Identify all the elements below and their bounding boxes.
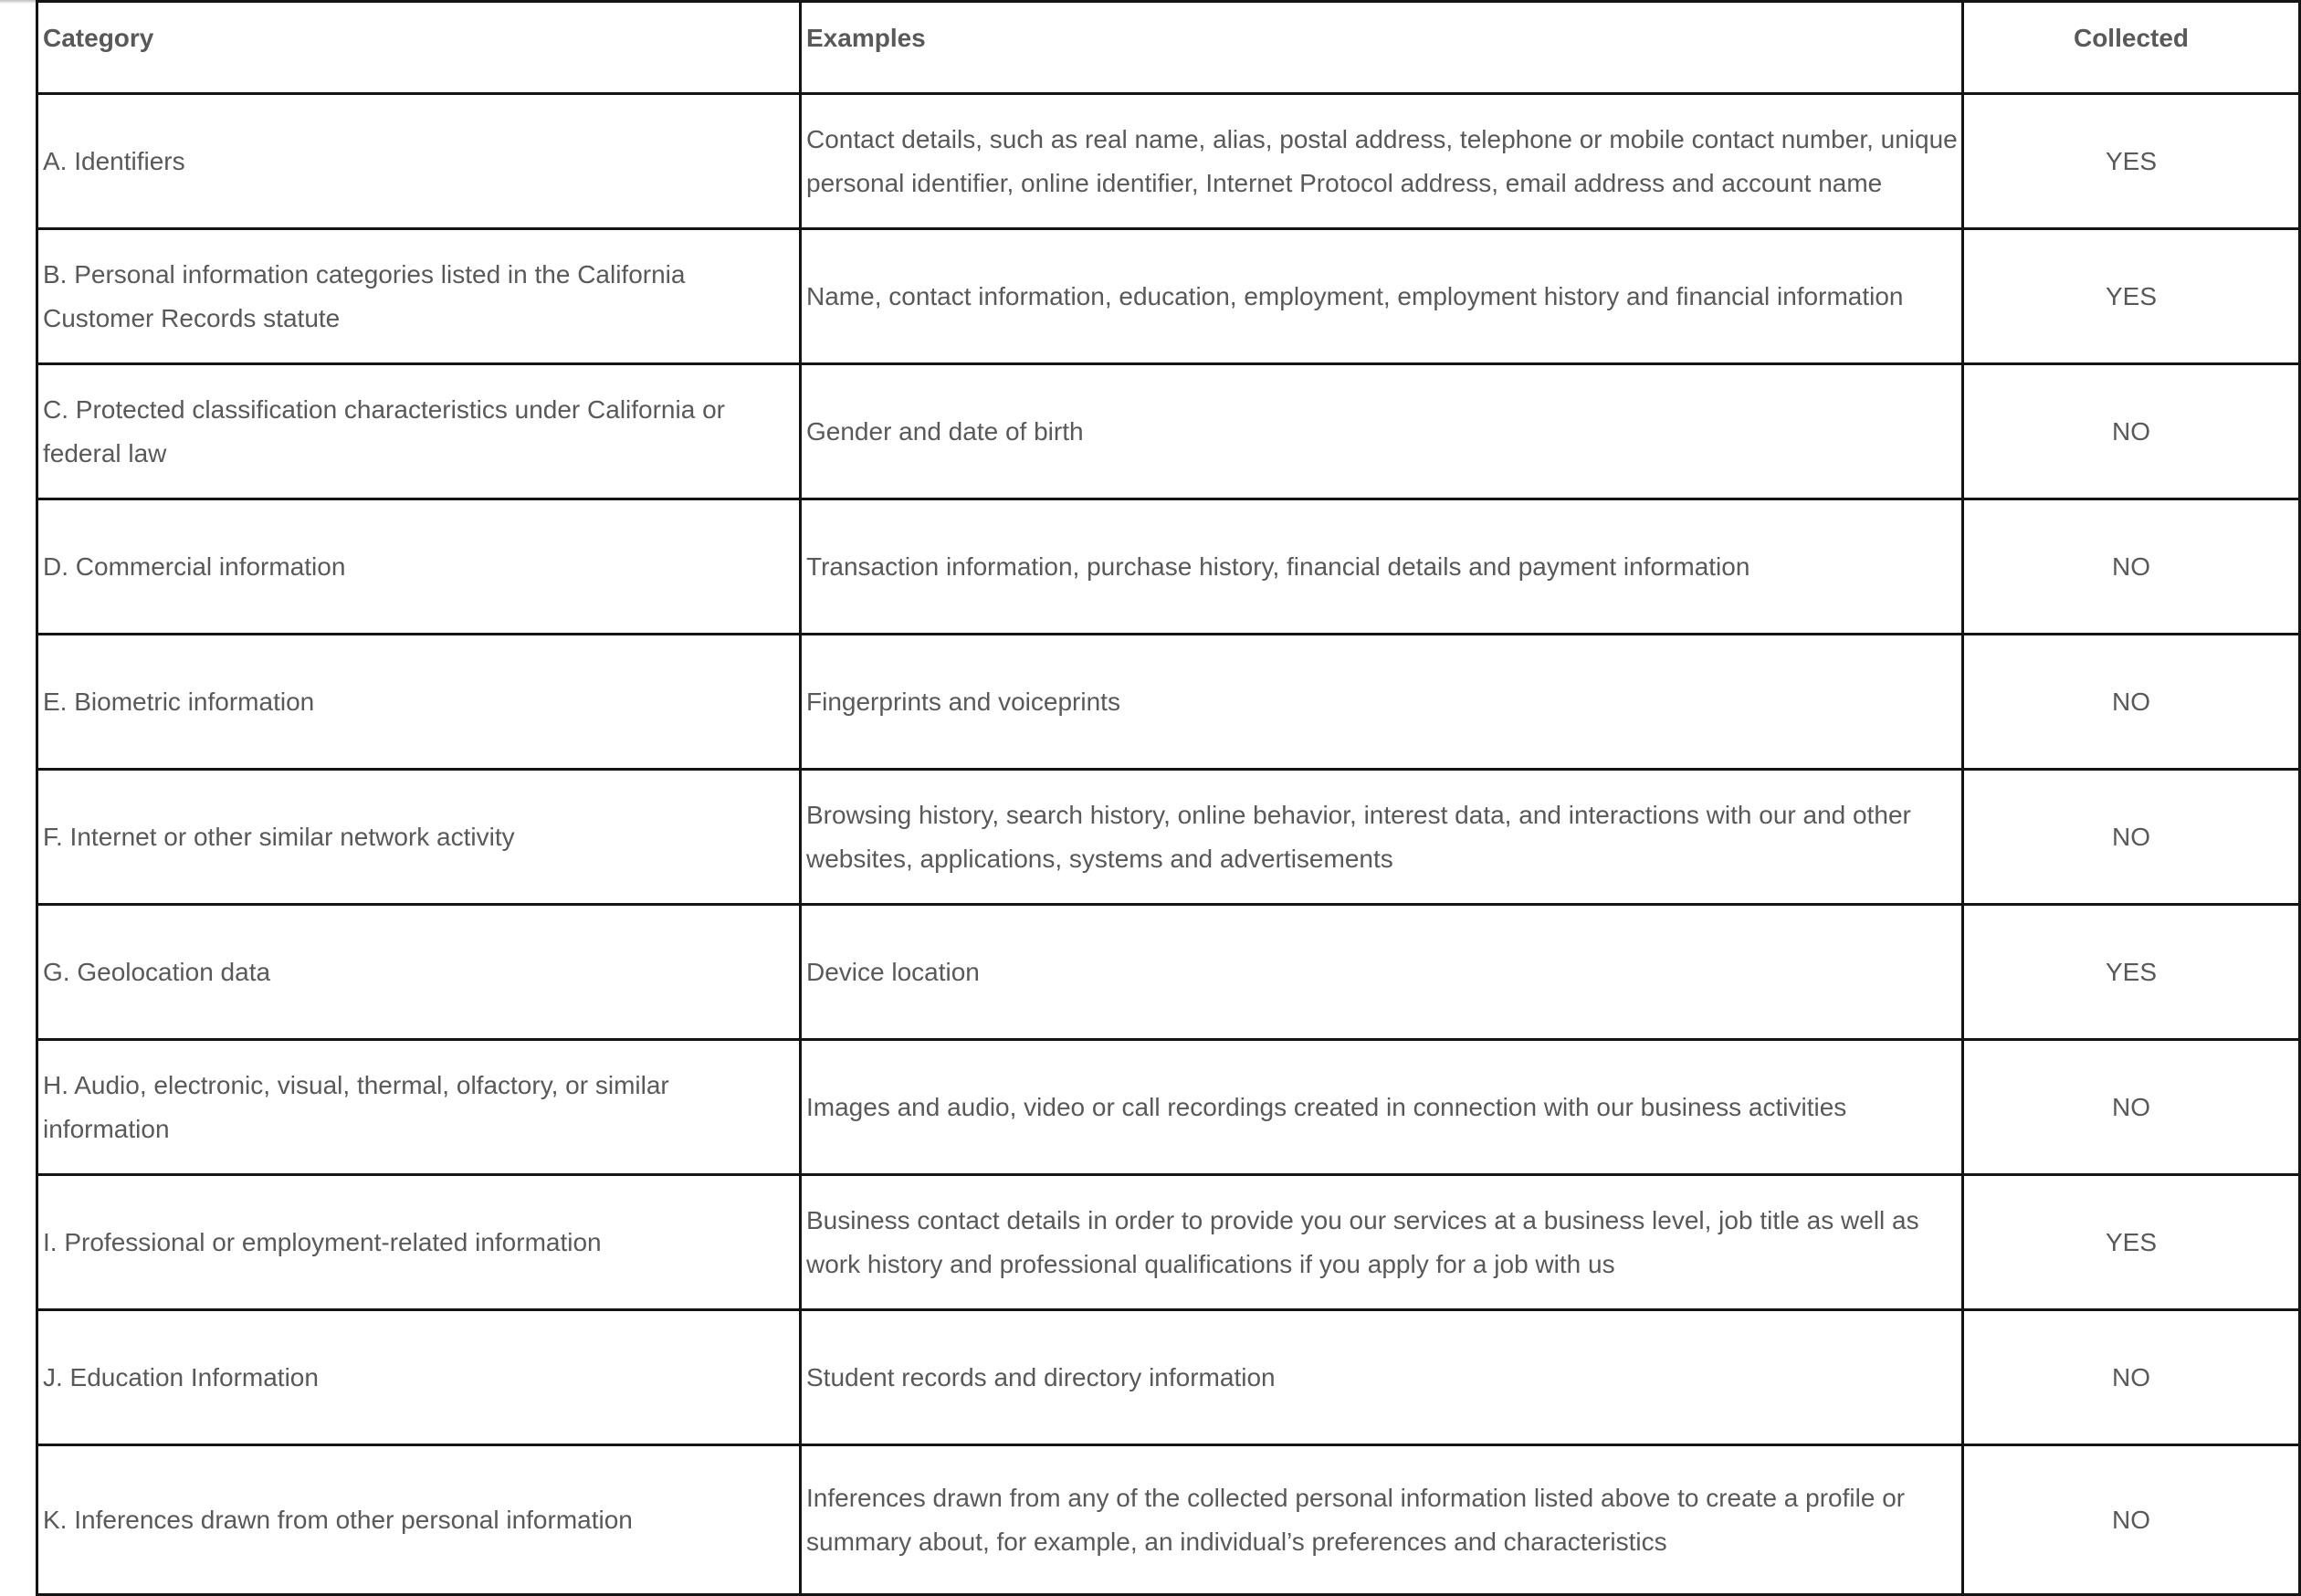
column-header-collected: Collected (1963, 2, 2300, 94)
examples-cell: Contact details, such as real name, alias, postal address, telephone or mobile contact number, unique personal identifier, online identifier, Internet Protocol address, email address and account name (801, 94, 1963, 229)
examples-cell: Fingerprints and voiceprints (801, 635, 1963, 770)
examples-cell: Business contact details in order to provide you our services at a business level, job title as well as work history and professional qualifications if you apply for a job with us (801, 1175, 1963, 1310)
category-cell: F. Internet or other similar network activity (37, 770, 801, 905)
table-body (37, 94, 2300, 1595)
collected-cell: NO (1963, 1445, 2300, 1595)
collected-cell: YES (1963, 1175, 2300, 1310)
examples-cell: Name, contact information, education, employment, employment history and financial information (801, 229, 1963, 364)
category-cell: K. Inferences drawn from other personal information (37, 1445, 801, 1595)
personal-information-categories-table (36, 0, 2301, 1596)
examples-cell: Browsing history, search history, online behavior, interest data, and interactions with our and other websites, applications, systems and advertisements (801, 770, 1963, 905)
column-header-category: Category (37, 2, 801, 94)
column-header-examples: Examples (801, 2, 1963, 94)
examples-cell: Device location (801, 905, 1963, 1040)
collected-cell: YES (1963, 94, 2300, 229)
table-header (37, 2, 2300, 94)
table-row (37, 1040, 2300, 1175)
table-row (37, 229, 2300, 364)
table-row (37, 770, 2300, 905)
examples-cell: Transaction information, purchase history, financial details and payment information (801, 499, 1963, 635)
category-cell: B. Personal information categories listed in the California Customer Records statute (37, 229, 801, 364)
category-cell: I. Professional or employment-related information (37, 1175, 801, 1310)
collected-cell: NO (1963, 499, 2300, 635)
collected-cell: NO (1963, 1310, 2300, 1445)
table-row (37, 1445, 2300, 1595)
category-cell: C. Protected classification characteristics under California or federal law (37, 364, 801, 499)
table-row (37, 499, 2300, 635)
table-row (37, 1310, 2300, 1445)
collected-cell: YES (1963, 229, 2300, 364)
category-cell: D. Commercial information (37, 499, 801, 635)
table-row (37, 1175, 2300, 1310)
collected-cell: NO (1963, 635, 2300, 770)
table-header-row (37, 2, 2300, 94)
table-row (37, 635, 2300, 770)
category-cell: J. Education Information (37, 1310, 801, 1445)
table-row (37, 905, 2300, 1040)
category-cell: E. Biometric information (37, 635, 801, 770)
collected-cell: NO (1963, 770, 2300, 905)
table-row (37, 364, 2300, 499)
category-cell: G. Geolocation data (37, 905, 801, 1040)
collected-cell: YES (1963, 905, 2300, 1040)
category-cell: H. Audio, electronic, visual, thermal, olfactory, or similar information (37, 1040, 801, 1175)
category-cell: A. Identifiers (37, 94, 801, 229)
collected-cell: NO (1963, 364, 2300, 499)
table-row (37, 94, 2300, 229)
collected-cell: NO (1963, 1040, 2300, 1175)
examples-cell: Inferences drawn from any of the collected personal information listed above to create a profile or summary about, for example, an individual’s preferences and characteristics (801, 1445, 1963, 1595)
examples-cell: Gender and date of birth (801, 364, 1963, 499)
examples-cell: Student records and directory information (801, 1310, 1963, 1445)
examples-cell: Images and audio, video or call recordings created in connection with our business activities (801, 1040, 1963, 1175)
